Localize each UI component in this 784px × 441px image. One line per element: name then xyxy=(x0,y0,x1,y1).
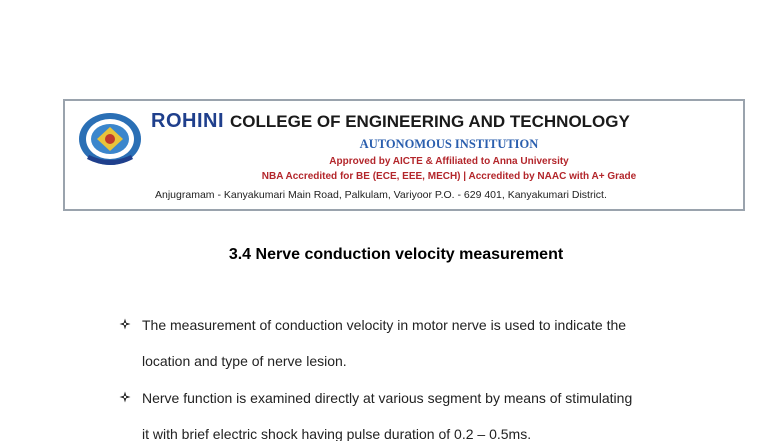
diamond-bullet-icon xyxy=(119,318,131,330)
bullet-text: Nerve function is examined directly at various segment by means of stimulating xyxy=(142,390,633,406)
bullet-text-continuation: location and type of nerve lesion. xyxy=(142,353,347,369)
bullet-text-continuation: it with brief electric shock having pulse duration of 0.2 – 0.5ms. xyxy=(142,426,532,441)
section-heading: 3.4 Nerve conduction velocity measurement xyxy=(228,246,564,263)
college-address: Anjugramam - Kanyakumari Main Road, Palkulam, Variyoor P.O. - 629 401, Kanyakumari District. xyxy=(155,189,607,201)
college-banner xyxy=(63,99,745,211)
college-name-rest: COLLEGE OF ENGINEERING AND TECHNOLOGY xyxy=(230,112,630,131)
college-title xyxy=(151,110,630,133)
approval-line: Approved by AICTE & Affiliated to Anna University xyxy=(329,156,569,167)
accreditation-line: NBA Accredited for BE (ECE, EEE, MECH) | Accredited by NAAC with A+ Grade xyxy=(261,171,637,182)
college-name: ROHINI xyxy=(151,110,224,132)
bullet-text: The measurement of conduction velocity in motor nerve is used to indicate the xyxy=(142,317,627,333)
autonomous-label: AUTONOMOUS INSTITUTION xyxy=(359,137,539,151)
diamond-bullet-icon xyxy=(119,391,131,403)
